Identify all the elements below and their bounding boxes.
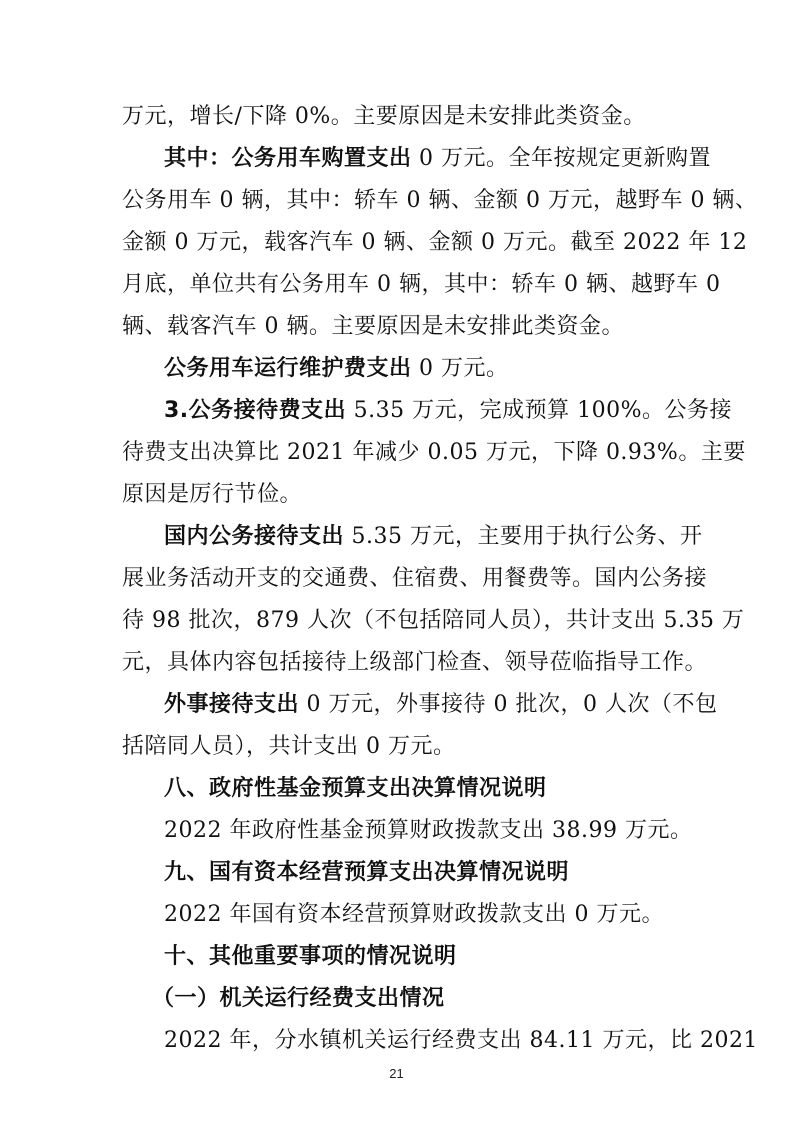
- section-heading: 八、政府性基金预算支出决算情况说明: [164, 776, 547, 801]
- paragraph-line: 公务用车 0 辆，其中：轿车 0 辆、金额 0 万元，越野车 0 辆、: [122, 188, 758, 213]
- paragraph-line: 3.公务接待费支出 5.35 万元，完成预算 100%。公务接: [164, 398, 733, 423]
- paragraph-line: 2022 年，分水镇机关运行经费支出 84.11 万元，比 2021: [164, 1028, 758, 1053]
- paragraph-line: 待 98 批次，879 人次（不包括陪同人员），共计支出 5.35 万: [122, 608, 745, 633]
- paragraph-line: 公务用车运行维护费支出 0 万元。: [164, 356, 509, 381]
- bold-term: 公务用车运行维护费支出: [164, 356, 412, 381]
- bold-term: 国内公务接待支出: [164, 524, 345, 549]
- paragraph-line: 国内公务接待支出 5.35 万元，主要用于执行公务、开: [164, 524, 703, 549]
- paragraph-line: 其中：公务用车购置支出 0 万元。全年按规定更新购置: [164, 146, 711, 171]
- bold-term: 其中：公务用车购置支出: [164, 146, 412, 171]
- paragraph-line: 元，具体内容包括接待上级部门检查、领导莅临指导工作。: [122, 650, 708, 675]
- section-heading: 十、其他重要事项的情况说明: [164, 944, 457, 969]
- paragraph-line: 月底，单位共有公务用车 0 辆，其中：轿车 0 辆、越野车 0: [122, 272, 721, 297]
- paragraph-line: 万元，增长/下降 0%。主要原因是未安排此类资金。: [122, 104, 646, 129]
- paragraph-line: 2022 年国有资本经营预算财政拨款支出 0 万元。: [164, 902, 664, 927]
- paragraph-line: 外事接待支出 0 万元，外事接待 0 批次，0 人次（不包: [164, 692, 718, 717]
- paragraph-line: 辆、载客汽车 0 辆。主要原因是未安排此类资金。: [122, 314, 624, 339]
- paragraph-line: 待费支出决算比 2021 年减少 0.05 万元，下降 0.93%。主要: [122, 440, 746, 465]
- page-number: 21: [389, 1066, 404, 1081]
- paragraph-line: 金额 0 万元，载客汽车 0 辆、金额 0 万元。截至 2022 年 12: [122, 230, 748, 255]
- paragraph-line: 原因是厉行节俭。: [122, 482, 303, 507]
- bold-term: 外事接待支出: [164, 692, 300, 717]
- bold-term: 3.公务接待费支出: [164, 398, 347, 423]
- section-heading: 九、国有资本经营预算支出决算情况说明: [164, 860, 570, 885]
- paragraph-line: 2022 年政府性基金预算财政拨款支出 38.99 万元。: [164, 818, 693, 843]
- subsection-heading: （一）机关运行经费支出情况: [152, 986, 445, 1011]
- paragraph-line: 括陪同人员），共计支出 0 万元。: [122, 734, 456, 759]
- paragraph-line: 展业务活动开支的交通费、住宿费、用餐费等。国内公务接: [122, 566, 708, 591]
